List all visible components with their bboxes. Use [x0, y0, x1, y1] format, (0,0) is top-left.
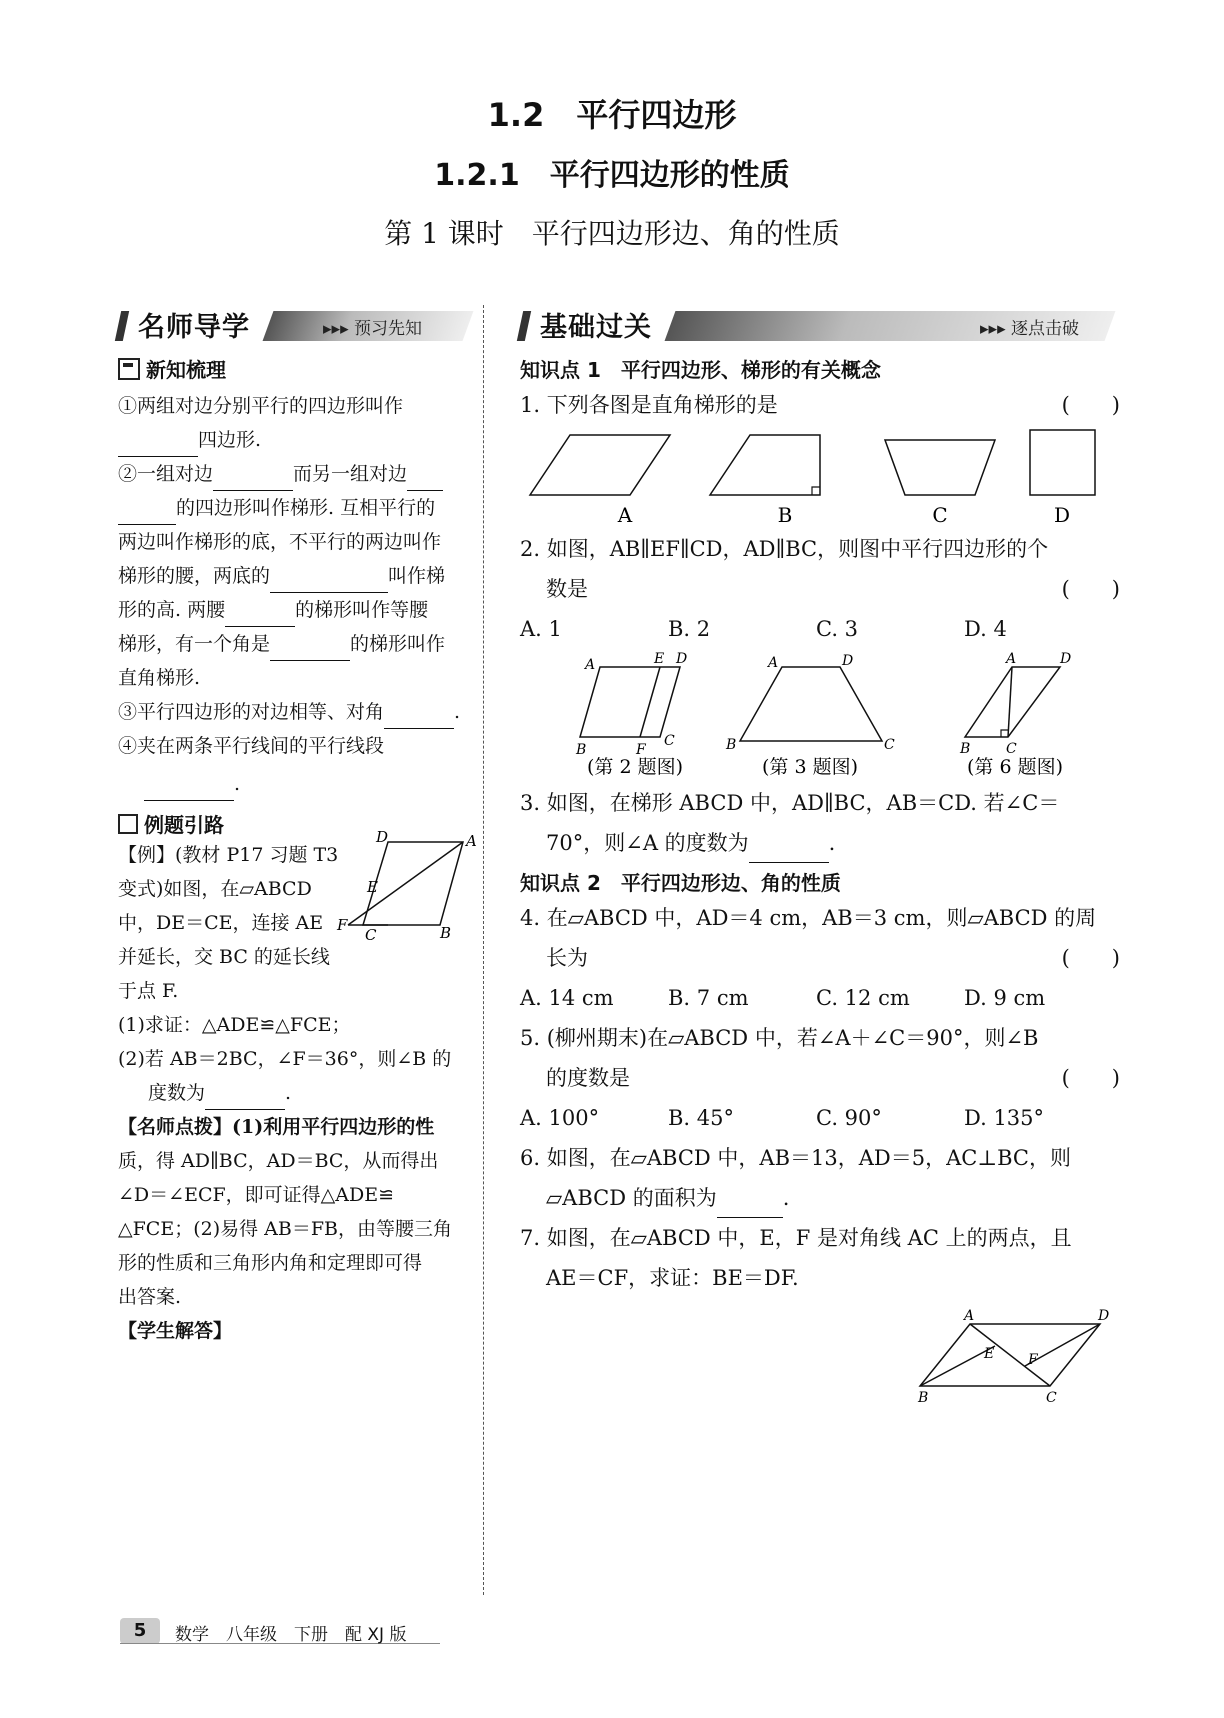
left-banner-sub: ▸▸▸ 预习先知 — [323, 319, 423, 339]
notebook-icon — [118, 358, 140, 380]
blank[interactable] — [270, 640, 350, 661]
blank[interactable] — [144, 780, 234, 801]
label-B: B — [440, 924, 452, 942]
question-2: 2. 如图，AB∥EF∥CD，AD∥BC，则图中平行四边形的个 数是 ( ) A. 1 B. 2 C. 3 D. 4 — [520, 529, 1120, 649]
blank[interactable] — [384, 708, 454, 729]
svg-text:C: C — [664, 733, 675, 749]
question-6: 6. 如图，在▱ABCD 中，AB＝13，AD＝5，AC⊥BC，则 ▱ABCD 的面积为 . — [520, 1138, 1120, 1218]
answer-paren[interactable]: ( ) — [1061, 946, 1120, 970]
right-banner — [520, 305, 1110, 345]
question-5: 5. (柳州期末)在▱ABCD 中，若∠A＋∠C＝90°，则∠B 的度数是 ( ) A. 100° B. 45° C. 90° D. 135° — [520, 1018, 1120, 1138]
left-column: 新知梳理 ①两组对边分别平行的四边形叫作 四边形. ②一组对边 而另一组对边 的四边形叫作梯形. 互相平行的 两边叫作梯形的底，不平行的两边叫作 梯形的腰，两底的 叫作梯 形的高. 两腰 的梯形叫作等腰 梯形，有一个角是 的梯形叫作 直角梯形. ③平行四边形的对边相等、对角 . ④夹在两条平行线间的平行线段 . 例题引路 【例】(教材 P17 习题 T3 变式)如图，在▱ABCD 中，DE＝CE，连接 AE 并延长，交 BC 的延长线 于点 F. (1)求证：△ADE≌△FCE； (2)若 AB＝2BC，∠F＝36°，则∠B 的 度数为 . 【名师点拨】(1)利用平行四边形的性 质，得 AD∥BC，AD＝BC，从而得出 ∠D＝∠ECF，即可证得△ADE≌ △FCE；(2)易得 AB＝FB，由等腰三角 形的性质和三角形内角和定理即可得 出答案. 【学生解答】 D A E F C B — [118, 354, 470, 1348]
right-banner-label: 基础过关 — [540, 312, 652, 343]
option[interactable]: D. 135° — [964, 1106, 1045, 1130]
svg-text:C: C — [1006, 741, 1017, 757]
item-1-text: ①两组对边分别平行的四边形叫作 — [118, 395, 404, 417]
example-block: 【例】(教材 P17 习题 T3 变式)如图，在▱ABCD 中，DE＝CE，连接 AE 并延长，交 BC 的延长线 于点 F. (1)求证：△ADE≌△FCE； (2)若 AB＝2BC，∠F＝36°，则∠B 的 度数为 . 【名师点拨】(1)利用平行四边形的性 质，得 AD∥BC，AD＝BC，从而得出 ∠D＝∠ECF，即可证得△ADE≌ △FCE；(2)易得 AB＝FB，由等腰三角 形的性质和三角形内角和定理即可得 出答案. 【学生解答】 D A E F C B — [118, 828, 477, 1342]
svg-text:B: B — [960, 741, 971, 757]
subsection-title: 1.2.1 平行四边形的性质 — [434, 158, 790, 193]
question-4: 4. 在▱ABCD 中，AD＝4 cm，AB＝3 cm，则▱ABCD 的周 长为 ( ) A. 14 cm B. 7 cm C. 12 cm D. 9 cm — [520, 898, 1120, 1018]
svg-text:D: D — [676, 651, 688, 667]
svg-text:E: E — [984, 1346, 995, 1362]
option[interactable]: C. 90° — [816, 1106, 882, 1130]
svg-text:A: A — [1006, 651, 1017, 667]
blank[interactable] — [118, 504, 176, 525]
footer — [120, 1618, 440, 1646]
blank[interactable] — [225, 606, 295, 627]
knowledge-heading: 新知梳理 — [118, 354, 470, 383]
question-3: 3. 如图，在梯形 ABCD 中，AD∥BC，AB＝CD. 若∠C＝ 70°，则∠A 的度数为 . — [520, 783, 1120, 863]
page-number: 5 — [120, 1618, 160, 1644]
caption-fig6: (第 6 题图) — [967, 756, 1063, 778]
svg-text:A: A — [585, 657, 596, 673]
q1-figures — [520, 425, 1120, 525]
svg-text:B: B — [576, 742, 587, 758]
lesson-title: 第 1 课时 平行四边形边、角的性质 — [384, 217, 840, 250]
svg-text:C: C — [884, 737, 895, 753]
q1-label-D: D — [1053, 503, 1071, 527]
pencil-icon — [118, 814, 138, 834]
option[interactable]: D. 9 cm — [964, 986, 1046, 1010]
option[interactable]: A. 100° — [520, 1106, 600, 1130]
answer-paren[interactable]: ( ) — [1061, 393, 1120, 417]
knowledge-point-2: 知识点 2 平行四边形边、角的性质 — [520, 871, 841, 895]
blank[interactable] — [407, 470, 443, 491]
section-title: 1.2 平行四边形 — [487, 96, 737, 134]
svg-text:F: F — [1028, 1352, 1038, 1368]
column-divider — [483, 305, 484, 1595]
option[interactable]: A. 14 cm — [520, 986, 614, 1010]
q1-label-A: A — [617, 503, 633, 527]
svg-text:A: A — [768, 655, 779, 671]
svg-text:B: B — [726, 737, 737, 753]
caption-fig3: (第 3 题图) — [762, 756, 858, 778]
question-7: 7. 如图，在▱ABCD 中，E，F 是对角线 AC 上的两点，且 AE＝CF，求证：BE＝DF. — [520, 1226, 1072, 1290]
question-1: 1. 下列各图是直角梯形的是 ( ) — [520, 385, 1120, 425]
q1-label-C: C — [932, 503, 948, 527]
answer-paren[interactable]: ( ) — [1061, 1066, 1120, 1090]
option[interactable]: B. 45° — [668, 1106, 735, 1130]
blank[interactable] — [205, 1089, 285, 1110]
example-heading: 例题引路 — [118, 809, 470, 838]
option[interactable]: B. 7 cm — [668, 986, 749, 1010]
label-C: C — [365, 926, 377, 944]
left-banner-label: 名师导学 — [138, 312, 250, 343]
blank[interactable] — [270, 572, 388, 593]
q1-label-B: B — [777, 503, 793, 527]
svg-text:A: A — [964, 1308, 975, 1324]
right-banner-sub: ▸▸▸ 逐点击破 — [980, 319, 1080, 339]
footer-text: 数学 八年级 下册 配 XJ 版 — [175, 1625, 407, 1645]
option[interactable]: D. 4 — [964, 617, 1007, 641]
label-E: E — [367, 878, 378, 896]
svg-text:E: E — [654, 651, 665, 667]
svg-text:D: D — [1098, 1308, 1110, 1324]
example-figure — [337, 828, 477, 944]
right-column — [520, 354, 1120, 1410]
svg-text:D: D — [842, 653, 854, 669]
svg-text:B: B — [918, 1390, 929, 1406]
option[interactable]: A. 1 — [520, 617, 562, 641]
option[interactable]: C. 3 — [816, 617, 859, 641]
left-banner — [118, 305, 468, 345]
blank[interactable] — [118, 436, 198, 457]
answer-paren[interactable]: ( ) — [1061, 577, 1120, 601]
svg-text:D: D — [1060, 651, 1072, 667]
label-A: A — [466, 832, 477, 850]
blank[interactable] — [717, 1197, 783, 1218]
blank[interactable] — [749, 842, 829, 863]
blank[interactable] — [213, 470, 293, 491]
svg-text:C: C — [1046, 1390, 1057, 1406]
svg-text:F: F — [636, 742, 646, 758]
figures-2-3-6 — [520, 649, 1120, 779]
q7-figure — [920, 1306, 1110, 1406]
label-D: D — [376, 828, 389, 846]
knowledge-point-1: 知识点 1 平行四边形、梯形的有关概念 — [520, 358, 881, 382]
option[interactable]: C. 12 cm — [816, 986, 910, 1010]
label-F: F — [337, 916, 348, 934]
caption-fig2: (第 2 题图) — [587, 756, 683, 778]
option[interactable]: B. 2 — [668, 617, 711, 641]
